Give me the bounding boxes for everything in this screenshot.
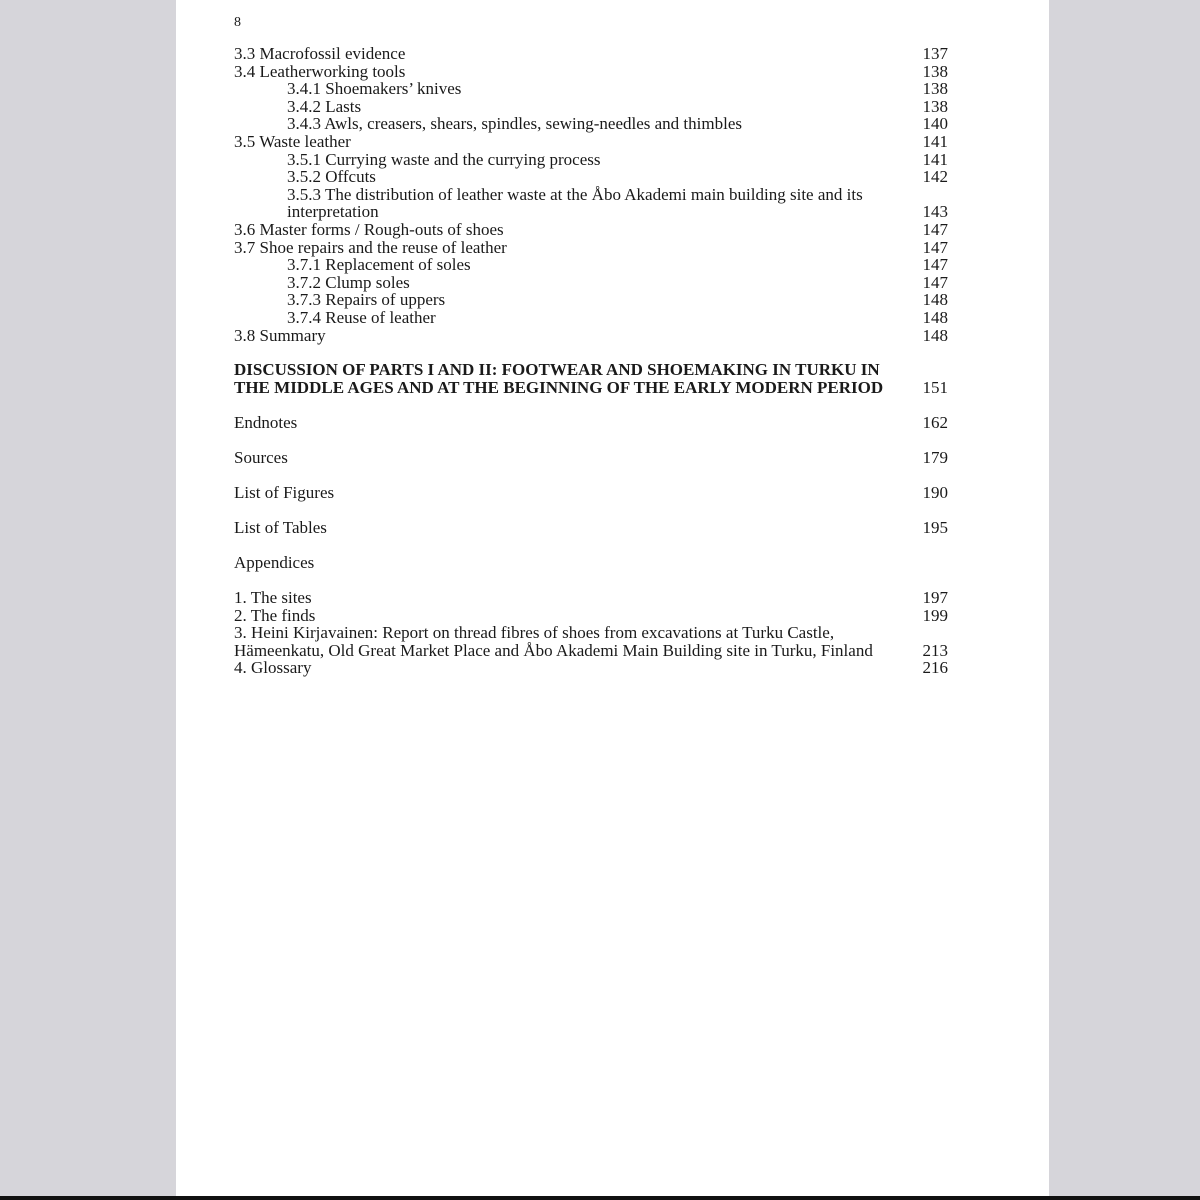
toc-entry-title: 3.4.2 Lasts [287, 96, 362, 116]
toc-entry-page: 197 [922, 587, 948, 607]
toc-entry-appendix[interactable] [234, 624, 948, 659]
toc-subentry[interactable] [234, 186, 948, 221]
toc-subentry[interactable] [234, 309, 948, 327]
toc-entry-list-of-figures[interactable] [234, 484, 948, 502]
toc-entry-title: 3.7.4 Reuse of leather [287, 307, 436, 327]
toc-entry-page: 138 [922, 79, 948, 99]
toc-subentry[interactable] [234, 168, 948, 186]
toc-entry-title: 3.5.1 Currying waste and the currying process [287, 149, 601, 169]
toc-entry-title: 3.4 Leatherworking tools [234, 61, 406, 81]
toc-subentry[interactable] [234, 98, 948, 116]
toc-subentry[interactable] [234, 80, 948, 98]
toc-entry-title: 3.3 Macrofossil evidence [234, 44, 406, 63]
spacer [234, 467, 948, 484]
toc-entry-title: 3.7.1 Replacement of soles [287, 255, 471, 275]
toc-entry-page: 138 [922, 96, 948, 116]
toc-entry-discussion[interactable] [234, 361, 948, 396]
toc-entry-page: 216 [922, 658, 948, 678]
spacer [234, 572, 948, 589]
toc-entry-title: 1. The sites [234, 587, 312, 607]
toc-subentry[interactable] [234, 256, 948, 274]
toc-entry[interactable] [234, 133, 948, 151]
toc-subentry[interactable] [234, 291, 948, 309]
toc-entry-page: 138 [922, 61, 948, 81]
toc-entry-title: 4. Glossary [234, 658, 312, 678]
toc-entry-page: 143 [922, 202, 948, 222]
toc-entry-appendix[interactable] [234, 659, 948, 677]
toc-entry-title: Sources [234, 448, 288, 468]
toc-entry[interactable] [234, 221, 948, 239]
toc-subentry[interactable] [234, 115, 948, 133]
toc-entry-page: 141 [922, 131, 948, 151]
toc-entry-title: List of Figures [234, 483, 335, 503]
toc-entry-page: 195 [922, 518, 948, 538]
toc-entry-title: 3.6 Master forms / Rough-outs of shoes [234, 219, 504, 239]
toc-entry-page: 190 [922, 483, 948, 503]
toc-entry-title: List of Tables [234, 518, 327, 538]
toc-entry-title: DISCUSSION OF PARTS I AND II: FOOTWEAR AND SHOEMAKING IN TURKU IN THE MIDDLE AGES AND AT THE BEGINNING OF THE EARLY MODERN PERIOD [234, 360, 884, 398]
toc-entry-sources[interactable] [234, 449, 948, 467]
toc-entry-page: 142 [922, 167, 948, 187]
toc-entry-page: 148 [922, 290, 948, 310]
toc-entry-title: 3.4.3 Awls, creasers, shears, spindles, sewing-needles and thimbles [287, 114, 742, 134]
toc-entry-title: 3.7.2 Clump soles [287, 272, 410, 292]
toc-entry-appendix[interactable] [234, 607, 948, 625]
toc-entry-title: 3.4.1 Shoemakers’ knives [287, 79, 462, 99]
page-number: 8 [234, 15, 241, 30]
toc-entry-page: 162 [922, 413, 948, 433]
toc-entry-title: 3. Heini Kirjavainen: Report on thread fibres of shoes from excavations at Turku Castle, Hämeenkatu, Old Great Market Place and Åbo Akademi Main Building site in Turku, Finland [234, 623, 873, 660]
toc-subentry[interactable] [234, 151, 948, 169]
spacer [234, 344, 948, 361]
toc-entry-list-of-tables[interactable] [234, 519, 948, 537]
spacer [234, 537, 948, 554]
toc-entry-title: Endnotes [234, 413, 298, 433]
table-of-contents [234, 45, 948, 677]
spacer [234, 432, 948, 449]
toc-entry-page: 151 [922, 378, 948, 398]
toc-entry-page: 147 [922, 237, 948, 257]
toc-entry-page: 213 [922, 640, 948, 660]
toc-entry-page: 179 [922, 448, 948, 468]
toc-entry-page: 147 [922, 255, 948, 275]
window-bottom-edge [0, 1196, 1200, 1200]
toc-entry[interactable] [234, 327, 948, 345]
toc-entry-title: 2. The finds [234, 605, 316, 625]
toc-entry-page: 199 [922, 605, 948, 625]
toc-entry-title: 3.7.3 Repairs of uppers [287, 290, 446, 310]
toc-entry[interactable] [234, 63, 948, 81]
toc-entry-title: 3.5.2 Offcuts [287, 167, 376, 187]
toc-entry-page: 141 [922, 149, 948, 169]
spacer [234, 397, 948, 414]
toc-entry-page: 140 [922, 114, 948, 134]
toc-entry-appendix[interactable] [234, 589, 948, 607]
toc-entry-page: 147 [922, 219, 948, 239]
toc-entry-page: 137 [922, 44, 948, 63]
toc-heading-appendices [234, 554, 948, 572]
toc-entry-title: 3.7 Shoe repairs and the reuse of leather [234, 237, 507, 257]
spacer [234, 502, 948, 519]
toc-entry-page: 147 [922, 272, 948, 292]
toc-entry-endnotes[interactable] [234, 414, 948, 432]
toc-entry[interactable] [234, 239, 948, 257]
toc-entry-page: 148 [922, 325, 948, 345]
toc-entry-title: 3.5 Waste leather [234, 131, 351, 151]
document-page [176, 0, 1049, 1196]
toc-entry-title: 3.8 Summary [234, 325, 326, 345]
toc-subentry[interactable] [234, 274, 948, 292]
appendices-heading: Appendices [234, 553, 315, 572]
toc-entry[interactable] [234, 45, 948, 63]
toc-entry-page: 148 [922, 307, 948, 327]
toc-entry-title: 3.5.3 The distribution of leather waste at the Åbo Akademi main building site and its interpretation [287, 184, 863, 222]
